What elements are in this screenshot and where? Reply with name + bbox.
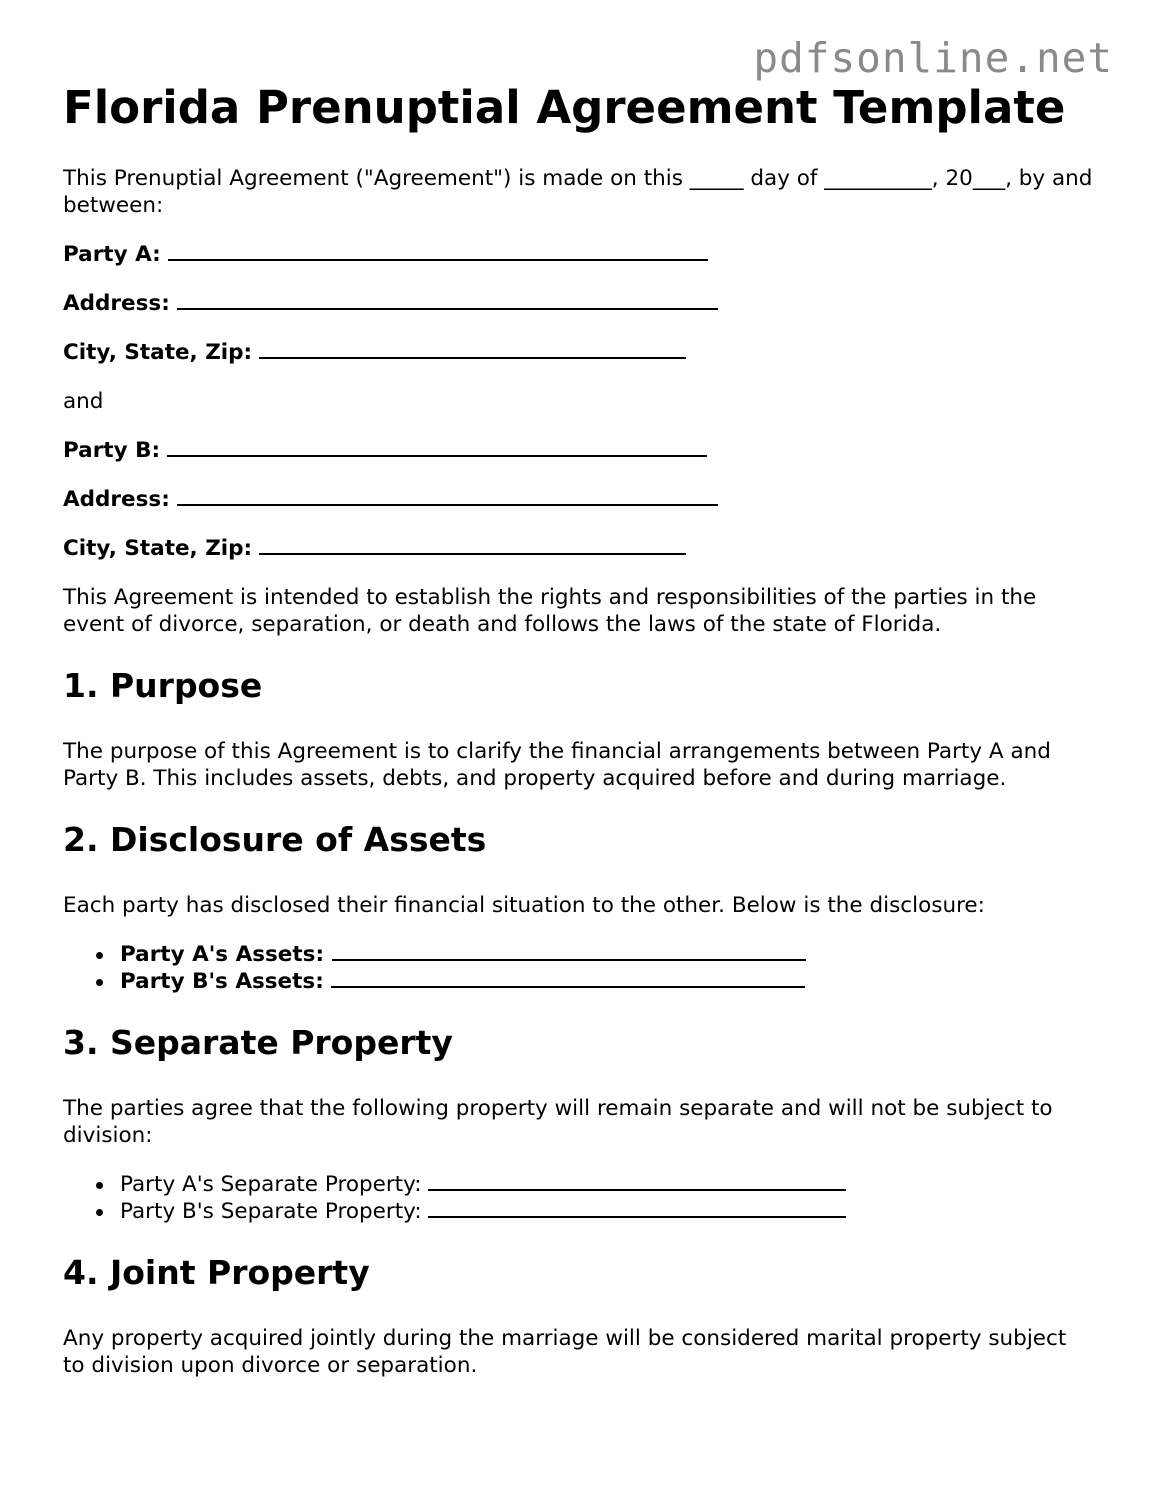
party-b-city-field[interactable] [63,535,1093,562]
document-title: Florida Prenuptial Agreement Template [63,81,1066,134]
party-a-assets-label: Party A's Assets: [120,942,325,967]
section-disclosure-text: Each party has disclosed their financial situation to the other. Below is the disclosure: [63,893,985,918]
watermark: pdfsonline.net [753,34,1113,82]
section-disclosure-heading: 2. Disclosure of Assets [63,820,487,859]
party-a-city-blank[interactable] [259,339,686,359]
list-item[interactable] [120,1198,1093,1225]
intro-paragraph: This Prenuptial Agreement ("Agreement") is made on this _____ day of __________, 20___, by and between: [63,166,1093,218]
party-b-address-label: Address: [63,487,170,512]
separate-property-list [63,1171,1093,1225]
party-a-separate-blank[interactable] [428,1171,846,1191]
party-b-address-blank[interactable] [177,486,718,506]
section-separate-text: The parties agree that the following property will remain separate and will not be subject to division: [63,1096,1053,1148]
party-b-city-label: City, State, Zip: [63,536,253,561]
and-text: and [63,389,104,414]
disclosure-list [63,941,1093,995]
party-a-assets-blank[interactable] [332,941,806,961]
party-a-name-field[interactable] [63,241,1093,268]
section-purpose-heading: 1. Purpose [63,666,263,705]
list-item[interactable] [120,941,1093,968]
party-a-city-field[interactable] [63,339,1093,366]
party-a-city-label: City, State, Zip: [63,340,253,365]
party-a-name-blank[interactable] [168,241,708,261]
document-page [63,80,1093,1379]
party-a-name-label: Party A: [63,242,161,267]
party-b-separate-label: Party B's Separate Property: [120,1199,422,1224]
party-b-address-field[interactable] [63,486,1093,513]
party-a-address-label: Address: [63,291,170,316]
party-a-separate-label: Party A's Separate Property: [120,1172,422,1197]
party-b-assets-label: Party B's Assets: [120,969,324,994]
party-a-address-field[interactable] [63,290,1093,317]
party-b-separate-blank[interactable] [428,1198,846,1218]
closing-paragraph: This Agreement is intended to establish the rights and responsibilities of the parties in the event of divorce, separation, or death and follows the laws of the state of Florida. [63,585,1037,637]
section-joint-text: Any property acquired jointly during the marriage will be considered marital property subject to division upon divorce or separation. [63,1326,1067,1378]
list-item[interactable] [120,1171,1093,1198]
party-b-name-field[interactable] [63,437,1093,464]
party-b-name-label: Party B: [63,438,161,463]
party-b-assets-blank[interactable] [331,968,805,988]
party-b-name-blank[interactable] [167,437,707,457]
section-separate-heading: 3. Separate Property [63,1023,453,1062]
party-b-city-blank[interactable] [259,535,686,555]
section-joint-heading: 4. Joint Property [63,1253,370,1292]
section-purpose-text: The purpose of this Agreement is to clarify the financial arrangements between Party A and Party B. This includes assets, debts, and property acquired before and during marriage. [63,739,1051,791]
party-a-address-blank[interactable] [177,290,718,310]
list-item[interactable] [120,968,1093,995]
